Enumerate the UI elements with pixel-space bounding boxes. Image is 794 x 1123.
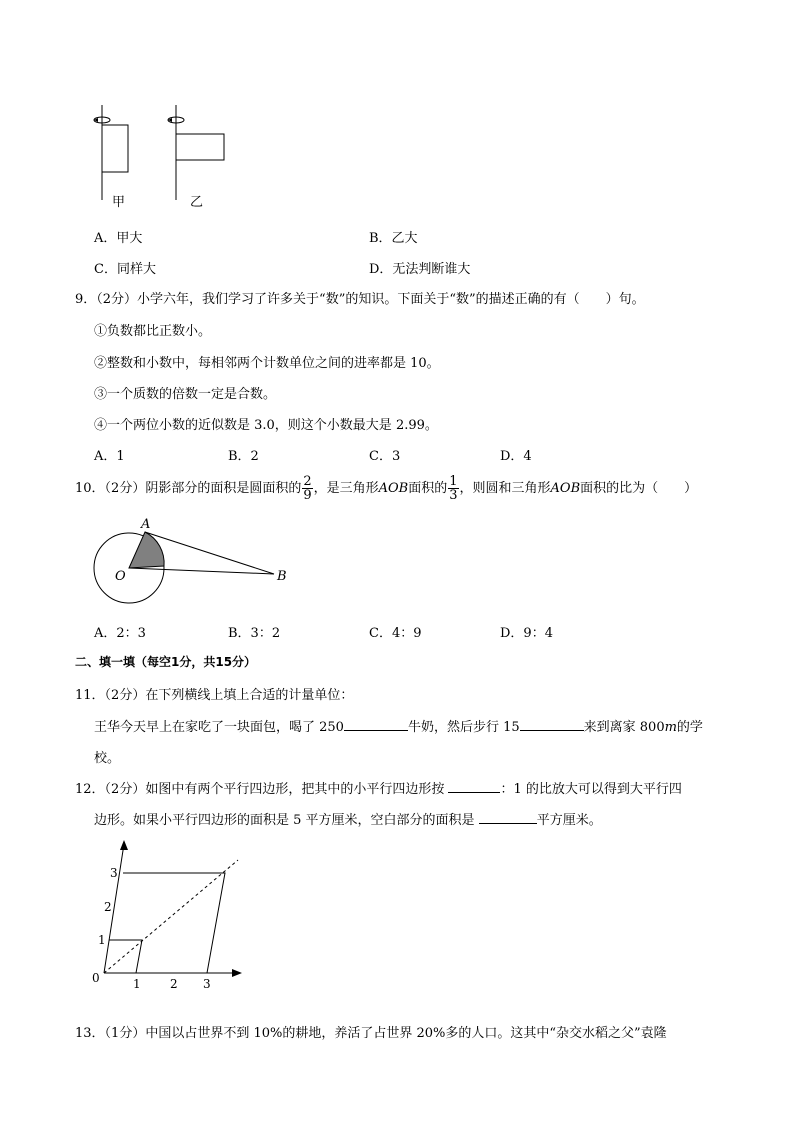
point-o-label: O bbox=[115, 569, 126, 584]
x-axis-arrow-icon bbox=[232, 969, 242, 977]
q12-line1-a: 12．（2分）如图中有两个平行四边形，把其中的小平行四边形按 bbox=[75, 782, 445, 797]
q9-statement-4: ④一个两位小数的近似数是 3.0，则这个小数最大是 2.99。 bbox=[94, 418, 438, 433]
q12-line2-a: 边形。如果小平行四边形的面积是 5 平方厘米，空白部分的面积是 bbox=[94, 813, 475, 828]
q11-blank-1[interactable] bbox=[344, 718, 408, 731]
q8-figure bbox=[85, 100, 245, 215]
q10-option-d[interactable]: D．9：4 bbox=[500, 626, 553, 641]
yi-rect bbox=[176, 134, 224, 160]
point-b-label: B bbox=[277, 569, 287, 584]
q8-option-a[interactable]: A．甲大 bbox=[94, 231, 143, 246]
q12-line1 bbox=[75, 778, 682, 797]
q9-stem: 9．（2分）小学六年，我们学习了许多关于“数”的知识。下面关于“数”的描述正确的有（ ）句。 bbox=[75, 292, 645, 307]
q11-blank-2[interactable] bbox=[520, 718, 584, 731]
q10-stem-part3: 面积的 bbox=[408, 481, 448, 496]
x-tick-2: 2 bbox=[170, 977, 178, 990]
q9-option-a[interactable]: A．1 bbox=[94, 449, 125, 464]
q10-option-c[interactable]: C．4：9 bbox=[369, 626, 422, 641]
q10-stem-part1: 10．（2分）阴影部分的面积是圆面积的 bbox=[75, 481, 302, 496]
q12-figure bbox=[88, 838, 248, 990]
origin-label: 0 bbox=[92, 971, 100, 985]
dashed-diagonal bbox=[104, 860, 238, 973]
y-tick-1: 1 bbox=[98, 933, 106, 947]
q8-option-c[interactable]: C．同样大 bbox=[94, 262, 156, 277]
q10-aob-2: AOB bbox=[550, 481, 581, 496]
q10-fraction-1-3: $\frac{1}{3}$ bbox=[449, 474, 458, 503]
q12-line2-b: 平方厘米。 bbox=[536, 813, 602, 828]
q11-stem: 11．（2分）在下列横线上填上合适的计量单位： bbox=[75, 688, 354, 703]
section-2-title: 二、填一填（每空1分，共15分） bbox=[75, 655, 257, 669]
q12-line1-b: ：1 的比放大可以得到大平行四 bbox=[500, 782, 682, 797]
q9-option-d[interactable]: D．4 bbox=[500, 449, 532, 464]
q11-line2: 校。 bbox=[94, 751, 121, 766]
jia-label: 甲 bbox=[112, 195, 126, 210]
segment-ob bbox=[129, 568, 274, 574]
q12-blank-1[interactable] bbox=[448, 780, 500, 793]
y-tick-3: 3 bbox=[110, 866, 118, 880]
q10-stem bbox=[75, 475, 697, 502]
q9-option-c[interactable]: C．3 bbox=[369, 449, 401, 464]
q10-stem-part4: ，则圆和三角形 bbox=[459, 481, 551, 496]
shaded-sector bbox=[129, 532, 164, 568]
q11-line1-d: 的学 bbox=[676, 720, 703, 735]
q8-option-d[interactable]: D．无法判断谁大 bbox=[369, 262, 471, 277]
q12-blank-2[interactable] bbox=[479, 811, 537, 824]
large-parallelogram bbox=[104, 873, 225, 973]
x-tick-1: 1 bbox=[133, 977, 141, 990]
yi-label: 乙 bbox=[190, 195, 204, 210]
q11-unit-m: m bbox=[664, 720, 677, 735]
q10-fraction-2-9: $\frac{2}{9}$ bbox=[303, 474, 312, 503]
q11-line1-c: 来到离家 800 bbox=[583, 720, 665, 735]
q10-stem-part5: 面积的比为（ ） bbox=[580, 481, 698, 496]
q9-option-b[interactable]: B．2 bbox=[228, 449, 259, 464]
q13-line1: 13．（1分）中国以占世界不到 10%的耕地，养活了占世界 20%多的人口。这其中“杂交水稻之父”袁隆 bbox=[75, 1026, 667, 1041]
q10-stem-part2: ，是三角形 bbox=[313, 481, 379, 496]
q11-line1-b: 牛奶，然后步行 15 bbox=[407, 720, 520, 735]
x-tick-3: 3 bbox=[203, 977, 211, 990]
q10-aob-1: AOB bbox=[378, 481, 409, 496]
y-axis-arrow-icon bbox=[120, 840, 128, 850]
point-a-label: A bbox=[141, 517, 151, 532]
q8-option-b[interactable]: B．乙大 bbox=[369, 231, 418, 246]
q11-line1-a: 王华今天早上在家吃了一块面包，喝了 250 bbox=[94, 720, 344, 735]
y-tick-2: 2 bbox=[104, 900, 112, 914]
jia-rect bbox=[102, 125, 128, 172]
q10-figure bbox=[85, 512, 295, 612]
q9-statement-1: ①负数都比正数小。 bbox=[94, 324, 212, 339]
q12-line2 bbox=[94, 809, 602, 828]
q10-option-a[interactable]: A．2：3 bbox=[94, 626, 146, 641]
q9-statement-2: ②整数和小数中，每相邻两个计数单位之间的进率都是 10。 bbox=[94, 356, 440, 371]
q11-line1 bbox=[94, 716, 703, 735]
q9-statement-3: ③一个质数的倍数一定是合数。 bbox=[94, 387, 277, 402]
q10-option-b[interactable]: B．3：2 bbox=[228, 626, 281, 641]
